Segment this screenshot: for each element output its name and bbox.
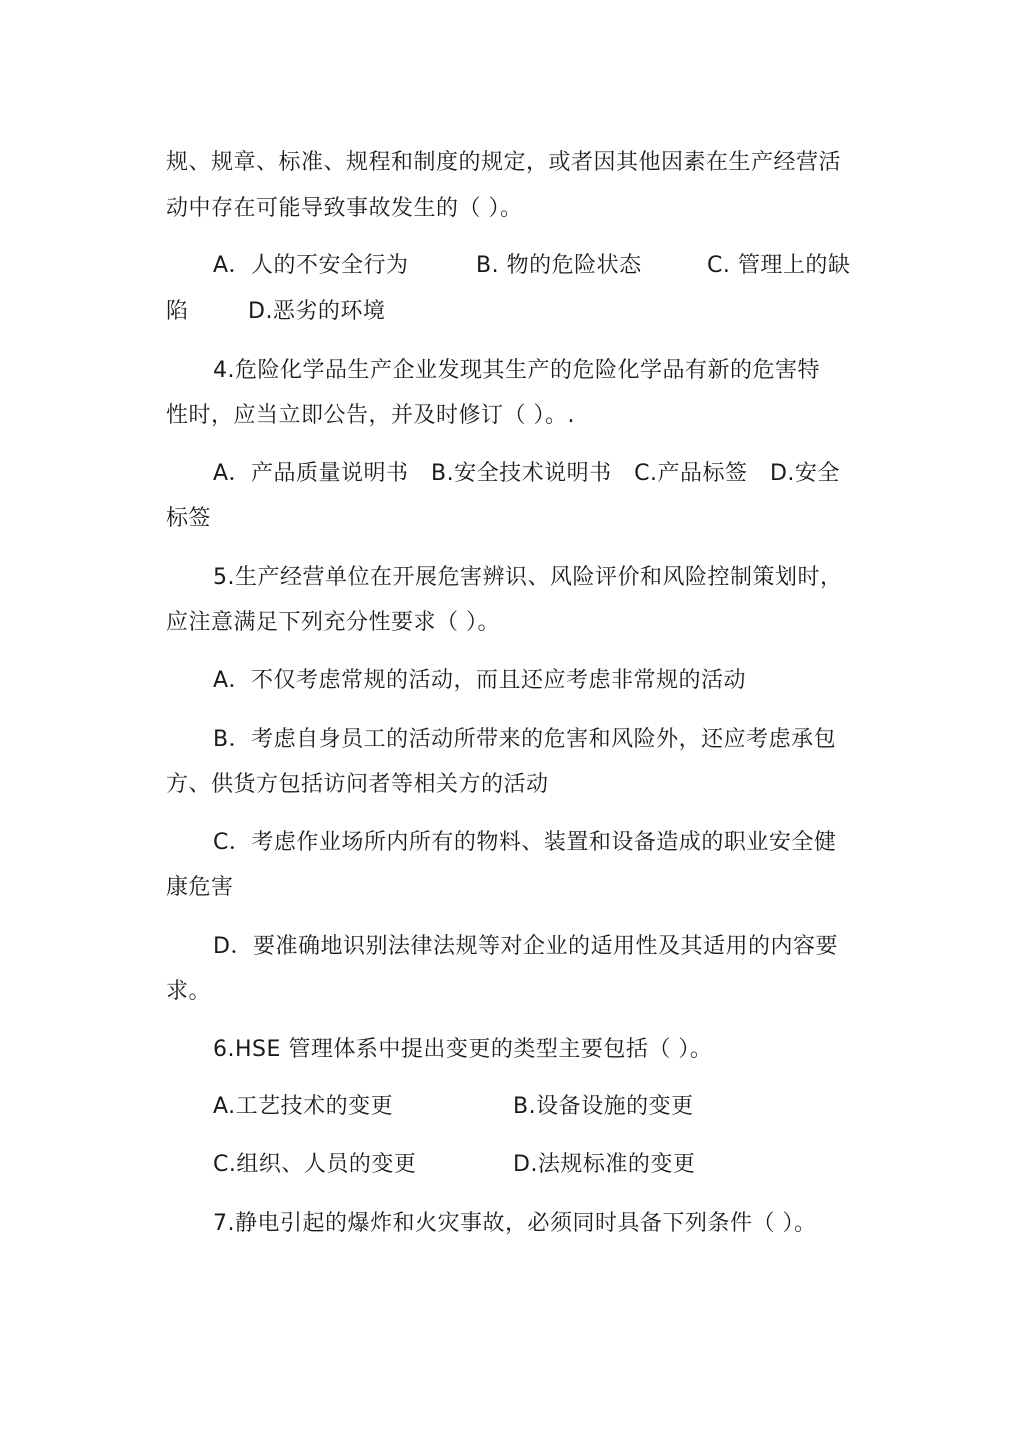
q5-option-a: A．不仅考虑常规的活动，而且还应考虑非常规的活动 [213,668,747,693]
q6-stem: 6.HSE 管理体系中提出变更的类型主要包括（ ）。 [213,1037,713,1062]
q6-option-d: D.法规标准的变更 [513,1152,696,1177]
q3-option-a: A．人的不安全行为 [213,253,409,278]
q4-stem-line2: 性时，应当立即公告，并及时修订（ ）。. [166,403,575,428]
q6-option-a: A.工艺技术的变更 [213,1094,394,1119]
q5-option-c-line1: C．考虑作业场所内所有的物料、装置和设备造成的职业安全健 [213,830,837,855]
q5-option-b-line2: 方、供货方包括访问者等相关方的活动 [166,772,549,797]
q5-stem-line1: 5.生产经营单位在开展危害辨识、风险评价和风险控制策划时， [213,565,843,590]
q5-option-b-line1: B．考虑自身员工的活动所带来的危害和风险外，还应考虑承包 [213,727,837,752]
q3-stem-line2: 动中存在可能导致事故发生的（ ）。 [166,196,523,221]
q3-option-c-cont: 陷 [166,299,189,324]
q3-options-row2 [166,297,860,327]
q6-option-b: B.设备设施的变更 [513,1094,694,1119]
q6-option-c: C.组织、人员的变更 [213,1152,417,1177]
q5-option-d-line2: 求。 [166,979,212,1004]
q5-option-d-line1: D．要准确地识别法律法规等对企业的适用性及其适用的内容要 [213,934,838,959]
q4-options-line1: A．产品质量说明书 B.安全技术说明书 C.产品标签 D.安全 [213,461,840,486]
q3-option-c: C. 管理上的缺 [707,253,851,278]
q3-stem-line1: 规、规章、标准、规程和制度的规定，或者因其他因素在生产经营活 [166,150,842,175]
q6-options-row2 [213,1150,813,1180]
q3-option-b: B. 物的危险状态 [476,253,642,278]
q5-stem-line2: 应注意满足下列充分性要求（ ）。 [166,610,500,635]
q5-option-c-line2: 康危害 [166,875,234,900]
q4-options-line2: 标签 [166,506,212,531]
q4-stem-line1: 4.危险化学品生产企业发现其生产的危险化学品有新的危害特 [213,358,820,383]
q7-stem: 7.静电引起的爆炸和火灾事故，必须同时具备下列条件（ ）。 [213,1211,817,1236]
q3-options-row [213,251,860,281]
q3-option-d: D.恶劣的环境 [248,299,386,324]
q6-options-row1 [213,1092,813,1122]
